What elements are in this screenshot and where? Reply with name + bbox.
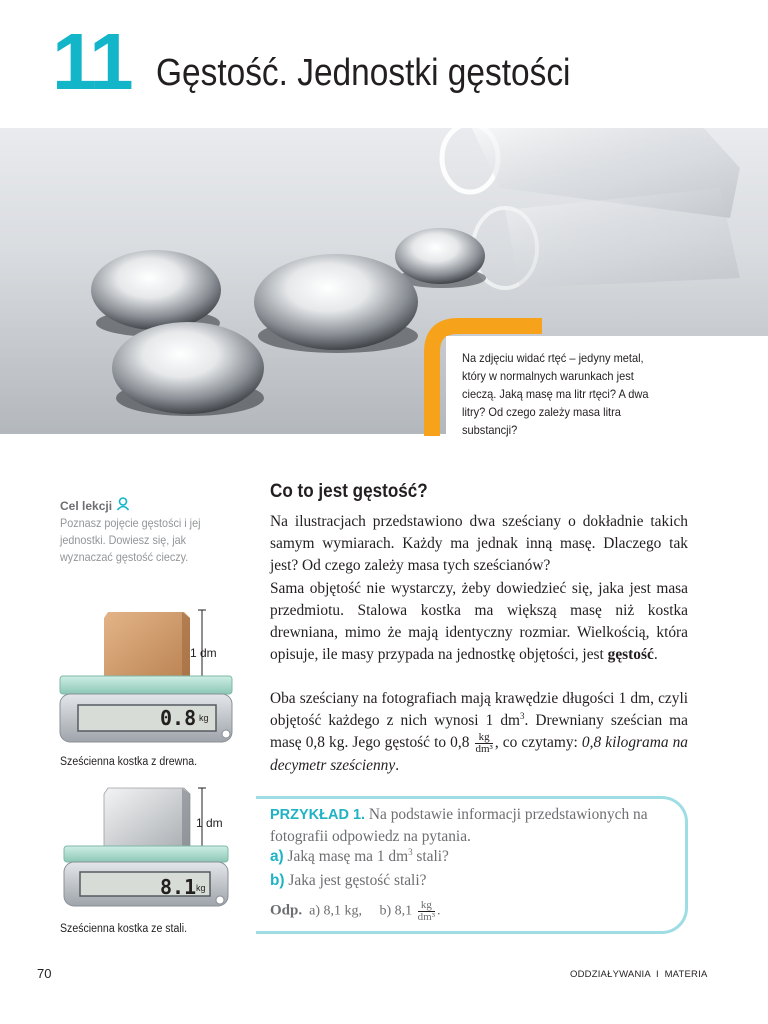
cube-edge-label: 1 dm	[190, 646, 217, 660]
paragraph-2	[270, 578, 688, 666]
scale-display-value: 0.8	[160, 706, 197, 730]
question-b	[270, 872, 426, 890]
chapter-number: 11	[52, 17, 131, 106]
density-term: gęstość	[607, 646, 654, 663]
steel-cube	[104, 788, 190, 852]
paragraph-2-text: Sama objętość nie wystarczy, żeby dowiedzieć się, jaka jest masa przedmiotu. Stalowa kostka ma większą masę niż kostka drewniana, mimo że mają identyczny rozmiar. Wielkością, która opisuje, ile masy przypada na jednostkę objętości, jest	[270, 580, 688, 663]
fraction-numerator: kg	[418, 900, 435, 912]
cube-edge-label: 1 dm	[196, 816, 223, 830]
example-label: PRZYKŁAD 1.	[270, 807, 366, 823]
example-intro	[270, 804, 690, 848]
unit-fraction-kg-per-dm3	[475, 732, 492, 755]
scale-display-unit: kg	[199, 713, 209, 723]
paragraph-3-text: , co czytamy:	[494, 734, 582, 752]
question-text: stali?	[412, 848, 449, 865]
person-pin-icon	[115, 496, 131, 512]
figure-caption-wood: Sześcienna kostka z drewna.	[60, 756, 198, 768]
mercury-droplet	[254, 254, 418, 350]
punctuation: .	[437, 903, 441, 919]
paragraph-3-text: . Drewniany sześcian ma masę 0,8 kg. Jego gęstość to 0,8	[270, 712, 688, 752]
steel-cube-on-scale	[56, 784, 246, 914]
superscript: 3	[408, 846, 413, 857]
section-heading: Co to jest gęstość?	[270, 481, 428, 502]
superscript: 3	[520, 710, 525, 721]
question-text: Jaka jest gęstość stali?	[284, 872, 427, 889]
mercury-droplet	[91, 250, 221, 330]
lesson-goal-title: Cel lekcji	[60, 499, 113, 513]
mercury-droplet	[112, 322, 264, 414]
scale-display-unit: kg	[196, 883, 206, 893]
wooden-cube	[104, 612, 190, 686]
wooden-cube-on-scale	[56, 604, 246, 750]
question-letter: a)	[270, 848, 284, 865]
paragraph-3-text: Oba sześciany na fotografiach mają krawędzie długości 1 dm, czyli objętość każdego z nich wynosi 1 dm	[270, 690, 688, 729]
fraction-denominator: dm³	[475, 743, 493, 755]
fraction-denominator: dm³	[417, 911, 436, 923]
paragraph-3	[270, 688, 688, 777]
unit-fraction-kg-per-dm3	[418, 900, 435, 923]
hero-caption: Na zdjęciu widać rtęć – jedyny metal, który w normalnych warunkach jest cieczą. Jaką masę ma litr rtęci? A dwa litry? Od czego zależy masa litra substancji?	[462, 351, 649, 437]
chapter-title: Gęstość. Jednostki gęstości	[156, 52, 571, 94]
question-letter: b)	[270, 872, 285, 889]
page-number: 70	[37, 966, 52, 981]
question-a	[270, 848, 449, 866]
lesson-goal-text: Poznasz pojęcie gęstości i jej jednostki. Dowiesz się, jak wyznaczać gęstość cieczy.	[60, 516, 201, 564]
question-text: Jaką masę ma 1 dm	[283, 848, 409, 865]
punctuation: .	[653, 646, 658, 663]
answer-text: a) 8,1 kg, b) 8,1	[302, 903, 416, 919]
footer-section-label: ODDZIAŁYWANIA I MATERIA	[570, 969, 708, 980]
answer-label: Odp.	[270, 902, 303, 919]
fraction-numerator: kg	[475, 732, 492, 744]
mercury-droplet	[395, 228, 485, 284]
example-intro-text: Na podstawie informacji przedstawionych na fotografii odpowiedz na pytania.	[270, 806, 648, 845]
punctuation: .	[395, 757, 400, 774]
figure-caption-steel: Sześcienna kostka ze stali.	[60, 923, 188, 935]
unit-reading: 0,8 kilograma na decymetr sześcienny	[270, 734, 689, 774]
paragraph-1: Na ilustracjach przedstawiono dwa sześciany o dokładnie takich samym wymiarach. Każdy ma jednak inną masę. Dlaczego tak jest? Od czego zależy masa tych sześcianów?	[270, 513, 688, 574]
answer-line	[270, 900, 441, 923]
scale-display-value: 8.1	[160, 875, 197, 899]
